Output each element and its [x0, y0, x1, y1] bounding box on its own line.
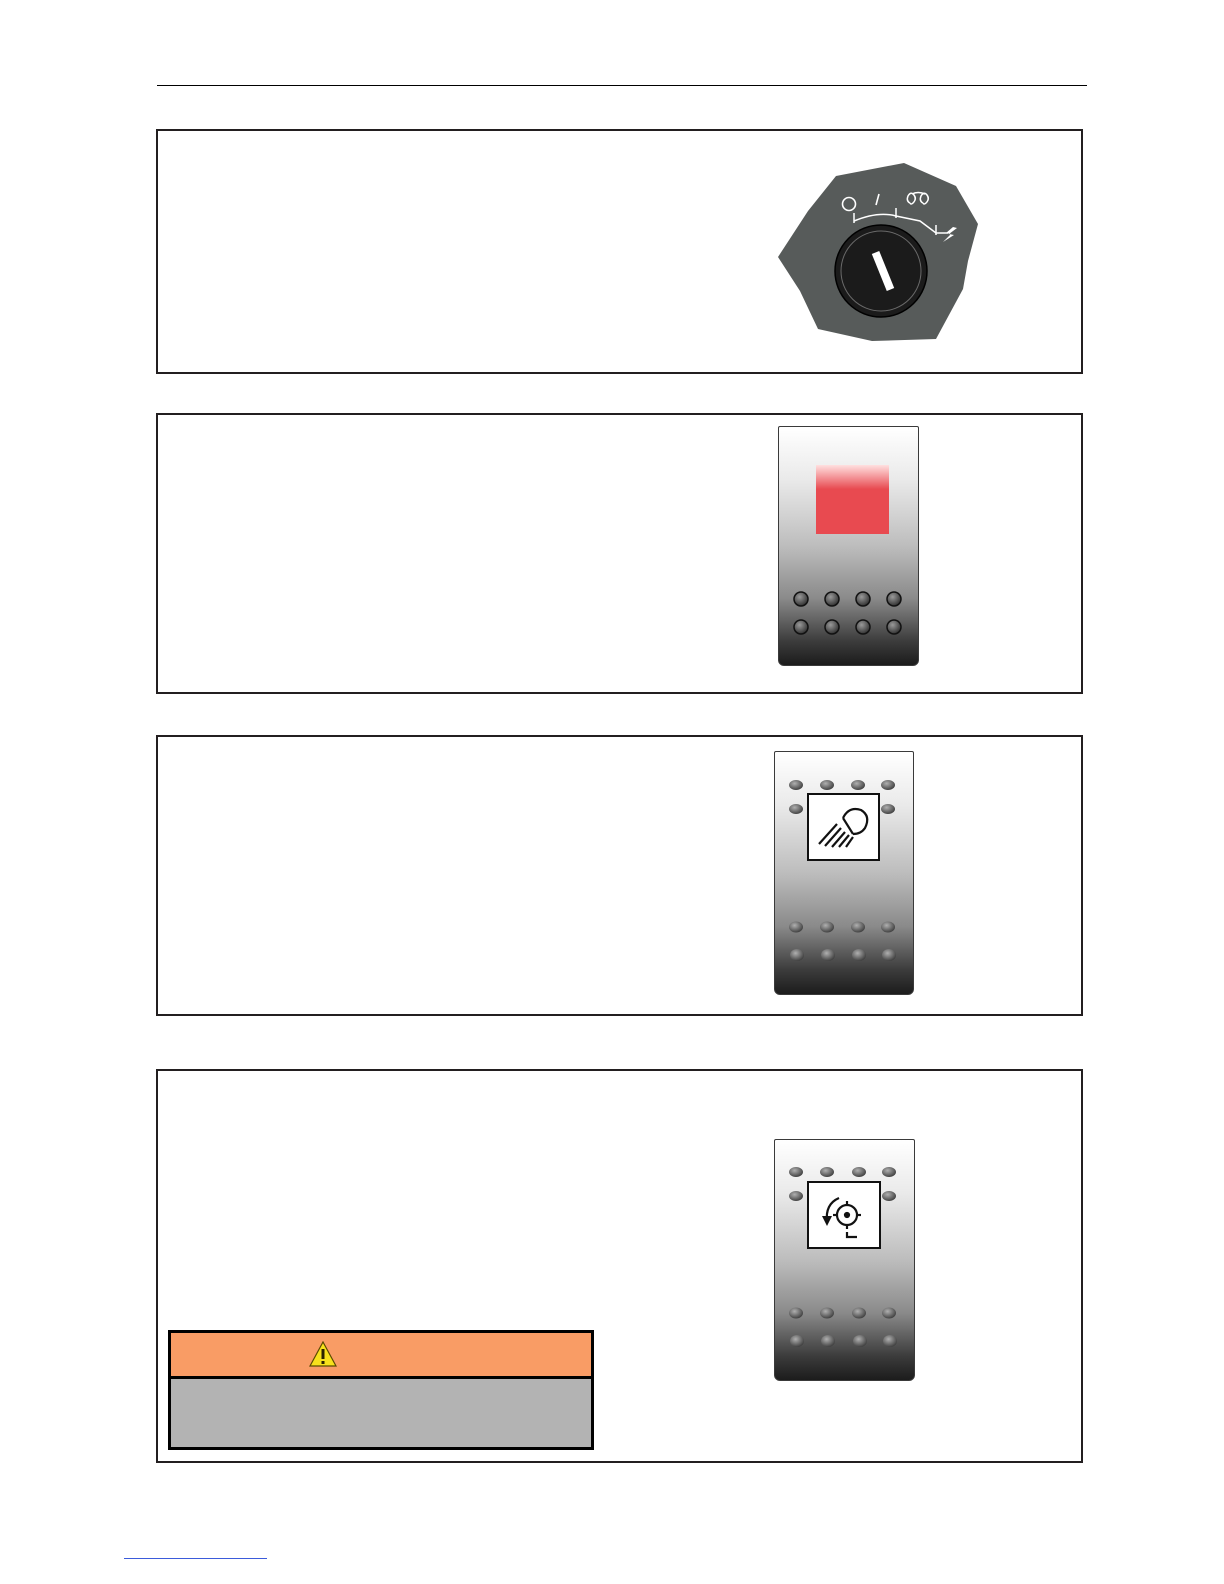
work-light-switch-panel — [156, 735, 1083, 1016]
indicator-dots-bottom — [789, 922, 896, 962]
red-rocker-switch-panel — [156, 413, 1083, 694]
red-rocker-switch[interactable] — [778, 426, 919, 666]
footer-link-underline — [124, 1558, 267, 1559]
red-rocker-graphic — [779, 427, 917, 664]
work-light-symbol-frame — [808, 794, 879, 860]
warning-body — [171, 1379, 591, 1447]
rotation-rocker-switch[interactable] — [774, 1139, 915, 1381]
rotation-rocker-graphic — [775, 1140, 913, 1379]
work-light-rocker-switch[interactable] — [774, 751, 914, 995]
header-rule — [157, 85, 1087, 86]
warning-box — [168, 1330, 594, 1450]
ignition-switch-illustration — [778, 161, 983, 346]
rotation-switch-panel — [156, 1069, 1083, 1463]
indicator-dots — [794, 592, 901, 634]
warning-triangle-icon — [309, 1341, 337, 1367]
warning-header — [171, 1333, 591, 1379]
work-light-rocker-graphic — [775, 752, 912, 993]
indicator-dots-bottom — [789, 1308, 897, 1348]
ignition-switch-panel — [156, 129, 1083, 374]
red-indicator-lamp — [816, 465, 889, 534]
